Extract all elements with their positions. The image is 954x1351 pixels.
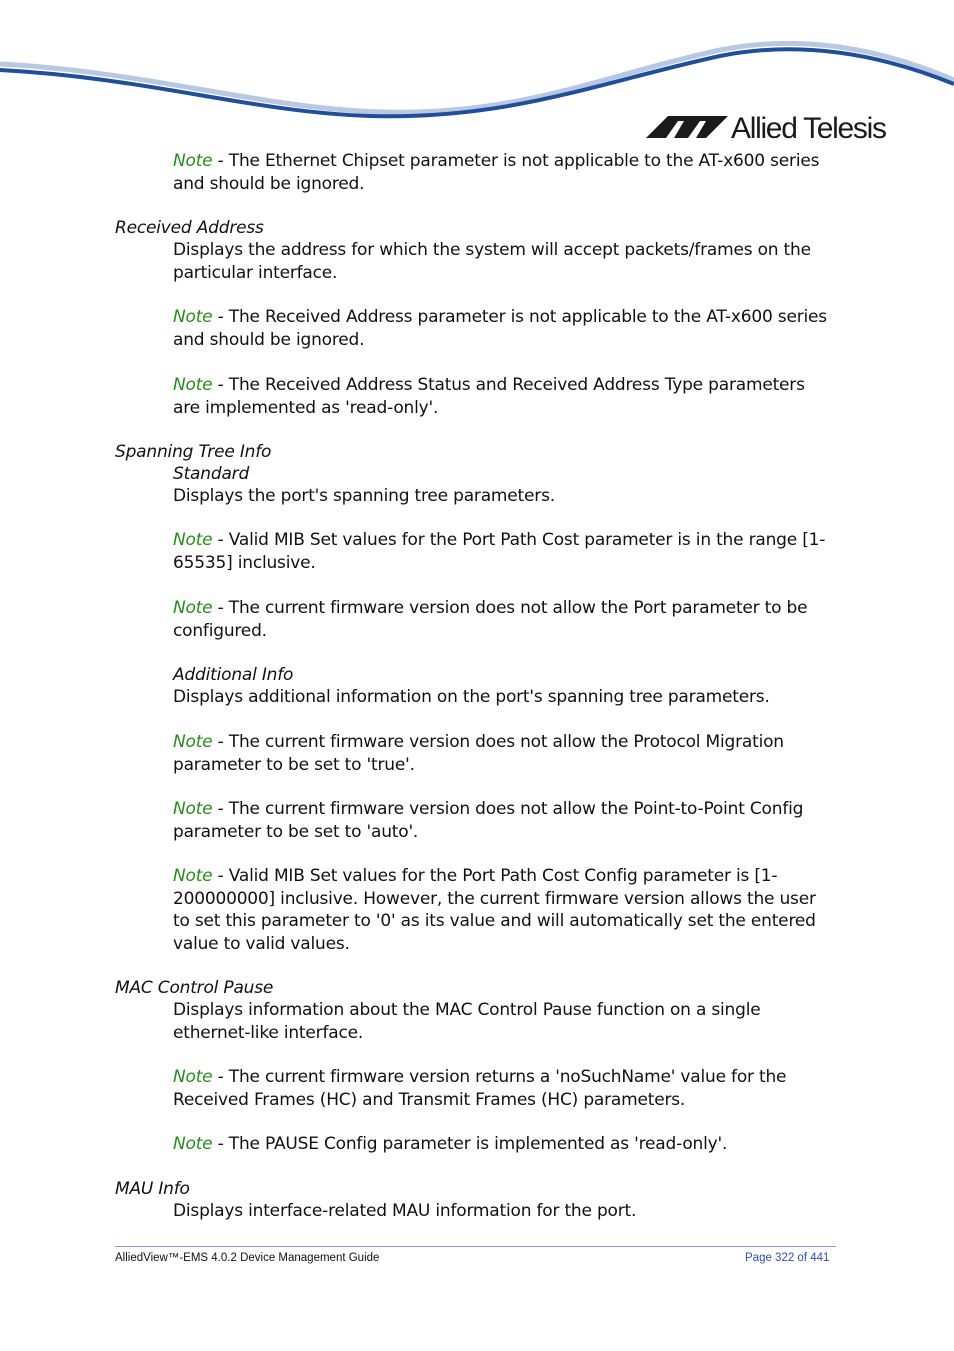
note-paragraph (173, 865, 835, 955)
allied-telesis-logo (646, 112, 886, 145)
subheading-additional-info: Additional Info (173, 665, 294, 685)
note-text: - The Received Address parameter is not applicable to the AT-x600 series and should be ignored. (173, 307, 827, 350)
header-banner (0, 0, 954, 150)
note-paragraph (173, 374, 835, 419)
subheading-standard: Standard (173, 464, 250, 484)
note-label: Note (173, 307, 213, 327)
note-paragraph (173, 1066, 835, 1111)
section-heading-mac-control-pause: MAC Control Pause (115, 978, 274, 998)
note-text: - The Received Address Status and Received Address Type parameters are implemented as 'read-only'. (173, 375, 805, 418)
note-text: - Valid MIB Set values for the Port Path Cost Config parameter is [1-200000000] inclusive. However, the current firmware version allows the user to set this parameter to '0' as its value and will automatically set the entered value to valid values. (173, 866, 816, 954)
note-text: - Valid MIB Set values for the Port Path Cost parameter is in the range [1-65535] inclusive. (173, 530, 826, 573)
body-paragraph: Displays the port's spanning tree parameters. (173, 486, 555, 506)
section-heading-mau-info: MAU Info (115, 1179, 190, 1199)
note-paragraph (173, 150, 835, 195)
swoosh-light (0, 43, 954, 112)
note-text: - The current firmware version does not allow the Protocol Migration parameter to be set to 'true'. (173, 732, 784, 775)
section-heading-spanning-tree-info: Spanning Tree Info (115, 442, 272, 462)
note-label: Note (173, 866, 213, 886)
note-label: Note (173, 732, 213, 752)
note-paragraph (173, 731, 835, 776)
note-paragraph (173, 798, 835, 843)
note-text: - The current firmware version does not allow the Port parameter to be configured. (173, 598, 808, 641)
footer-divider (115, 1246, 836, 1247)
note-label: Note (173, 151, 213, 171)
note-paragraph (173, 306, 835, 351)
note-label: Note (173, 1067, 213, 1087)
note-label: Note (173, 530, 213, 550)
footer-page-number: Page 322 of 441 (745, 1252, 830, 1264)
note-text: - The current firmware version does not allow the Point-to-Point Config parameter to be set to 'auto'. (173, 799, 804, 842)
body-paragraph: Displays the address for which the system will accept packets/frames on the particular interface. (173, 240, 811, 283)
note-label: Note (173, 799, 213, 819)
body-paragraph: Displays additional information on the port's spanning tree parameters. (173, 687, 770, 707)
note-text: - The current firmware version returns a 'noSuchName' value for the Received Frames (HC) and Transmit Frames (HC) parameters. (173, 1067, 787, 1110)
logo-mark (646, 116, 728, 138)
note-label: Note (173, 375, 213, 395)
body-paragraph: Displays interface-related MAU information for the port. (173, 1201, 637, 1221)
note-label: Note (173, 1134, 213, 1154)
note-paragraph (173, 1133, 835, 1156)
logo-wordmark: Allied Telesis (731, 112, 886, 145)
footer-guide-title: AlliedView™-EMS 4.0.2 Device Management Guide (115, 1252, 380, 1264)
note-text: - The Ethernet Chipset parameter is not applicable to the AT-x600 series and should be ignored. (173, 151, 820, 194)
body-paragraph: Displays information about the MAC Control Pause function on a single ethernet-like interface. (173, 1000, 761, 1043)
note-paragraph (173, 529, 835, 574)
note-paragraph (173, 597, 835, 642)
section-heading-received-address: Received Address (115, 218, 264, 238)
note-text: - The PAUSE Config parameter is implemented as 'read-only'. (212, 1134, 728, 1154)
note-label: Note (173, 598, 213, 618)
